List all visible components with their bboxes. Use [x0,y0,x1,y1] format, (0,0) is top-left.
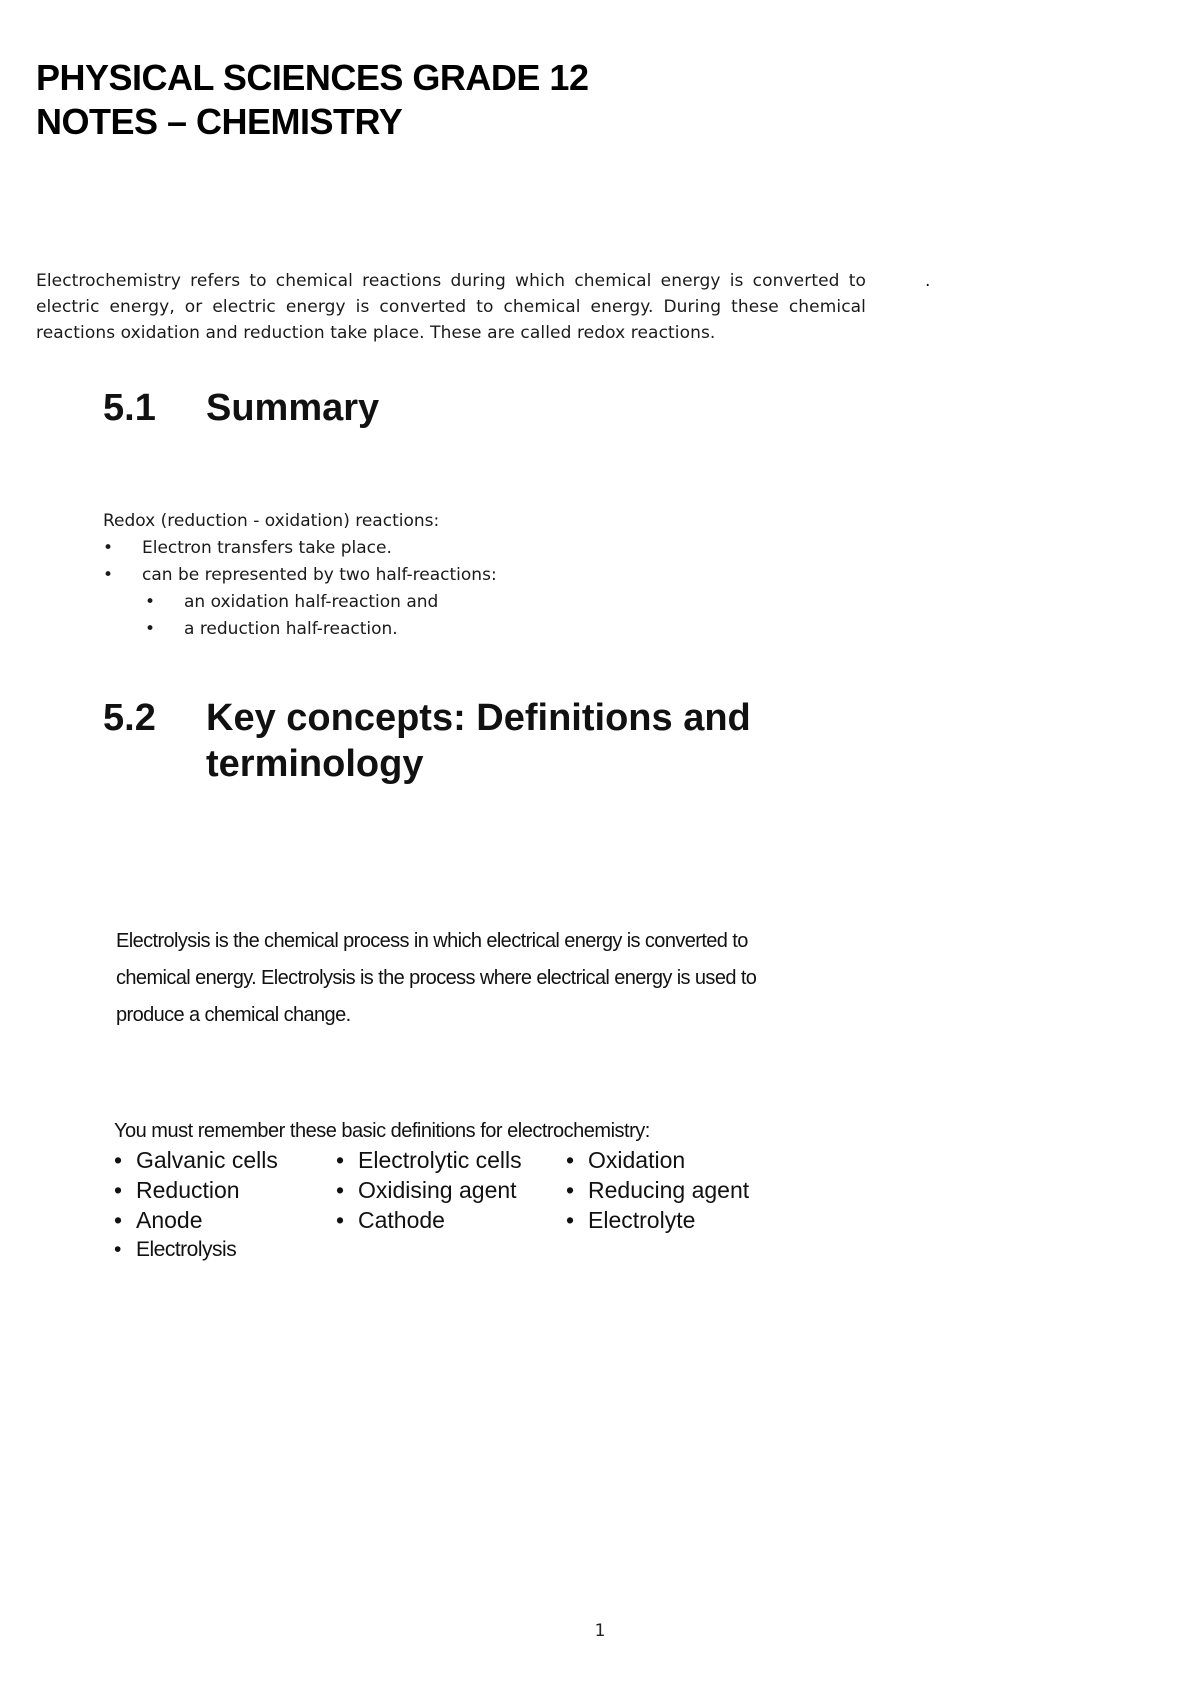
stray-mark: . [925,271,931,291]
list-item [103,562,497,589]
document-title [36,56,588,144]
list-item [336,1205,445,1235]
summary-block [103,508,497,643]
list-item [114,1205,203,1235]
term-text: Cathode [358,1207,445,1233]
list-item [336,1145,522,1175]
list-item [114,1235,236,1265]
list-item [103,535,497,562]
bullet-icon: • [566,1147,575,1173]
title-line-1: PHYSICAL SCIENCES GRADE 12 [36,57,589,98]
list-item [114,1145,278,1175]
term-text: Oxidation [588,1147,686,1173]
list-item [566,1145,685,1175]
term-text: Oxidising agent [358,1177,517,1203]
section-title: Key concepts: Definitions and terminology [206,697,751,785]
sub-list-item [103,616,497,643]
term-text: Reduction [136,1177,240,1203]
terms-row [114,1175,834,1205]
bullet-icon: • [336,1207,345,1233]
list-item [114,1175,240,1205]
bullet-icon: • [566,1177,575,1203]
list-item-text: Electron transfers take place. [142,538,392,558]
list-item-text: can be represented by two half-reactions: [142,565,497,585]
term-text: Anode [136,1207,203,1233]
sub-list-item-text: a reduction half-reaction. [184,619,398,639]
term-text: Electrolysis [136,1238,237,1261]
bullet-icon: • [336,1147,345,1173]
terms-row [114,1145,834,1175]
list-item [566,1175,749,1205]
section-heading-5-2 [103,695,903,795]
bullet-icon: • [145,619,156,639]
bullet-icon: • [114,1207,123,1233]
electrolysis-definition: Electrolysis is the chemical process in which electrical energy is converted to chemical energy. Electrolysis is the process where electrical energy is used to produce a chemical change. [116,930,757,1026]
section-title: Summary [206,387,380,429]
section-heading-5-1 [103,385,903,435]
bullet-icon: • [114,1238,121,1261]
page-number: 1 [594,1621,606,1641]
term-text: Electrolytic cells [358,1147,522,1173]
list-item [566,1205,695,1235]
terms-row [114,1235,834,1265]
bullet-icon: • [336,1177,345,1203]
title-line-2: NOTES – CHEMISTRY [36,101,403,142]
term-text: Electrolyte [588,1207,696,1233]
term-text: Galvanic cells [136,1147,278,1173]
list-item [336,1175,517,1205]
bullet-icon: • [103,538,114,558]
remember-lead: You must remember these basic definitions for electrochemistry: [114,1120,650,1142]
terms-list [114,1145,834,1265]
bullet-icon: • [566,1207,575,1233]
terms-row [114,1205,834,1235]
section-number: 5.2 [103,697,156,739]
intro-paragraph: Electrochemistry refers to chemical reactions during which chemical energy is converted to electric energy, or electric energy is converted to chemical energy. During these chemical reactions oxidation and reduction take place. These are called redox reactions. [36,271,866,343]
section-number: 5.1 [103,387,156,429]
sub-list-item [103,589,497,616]
bullet-icon: • [114,1177,123,1203]
bullet-icon: • [103,565,114,585]
term-text: Reducing agent [588,1177,750,1203]
sub-list-item-text: an oxidation half-reaction and [184,592,439,612]
bullet-icon: • [145,592,156,612]
summary-lead: Redox (reduction - oxidation) reactions: [103,511,440,531]
bullet-icon: • [114,1147,123,1173]
